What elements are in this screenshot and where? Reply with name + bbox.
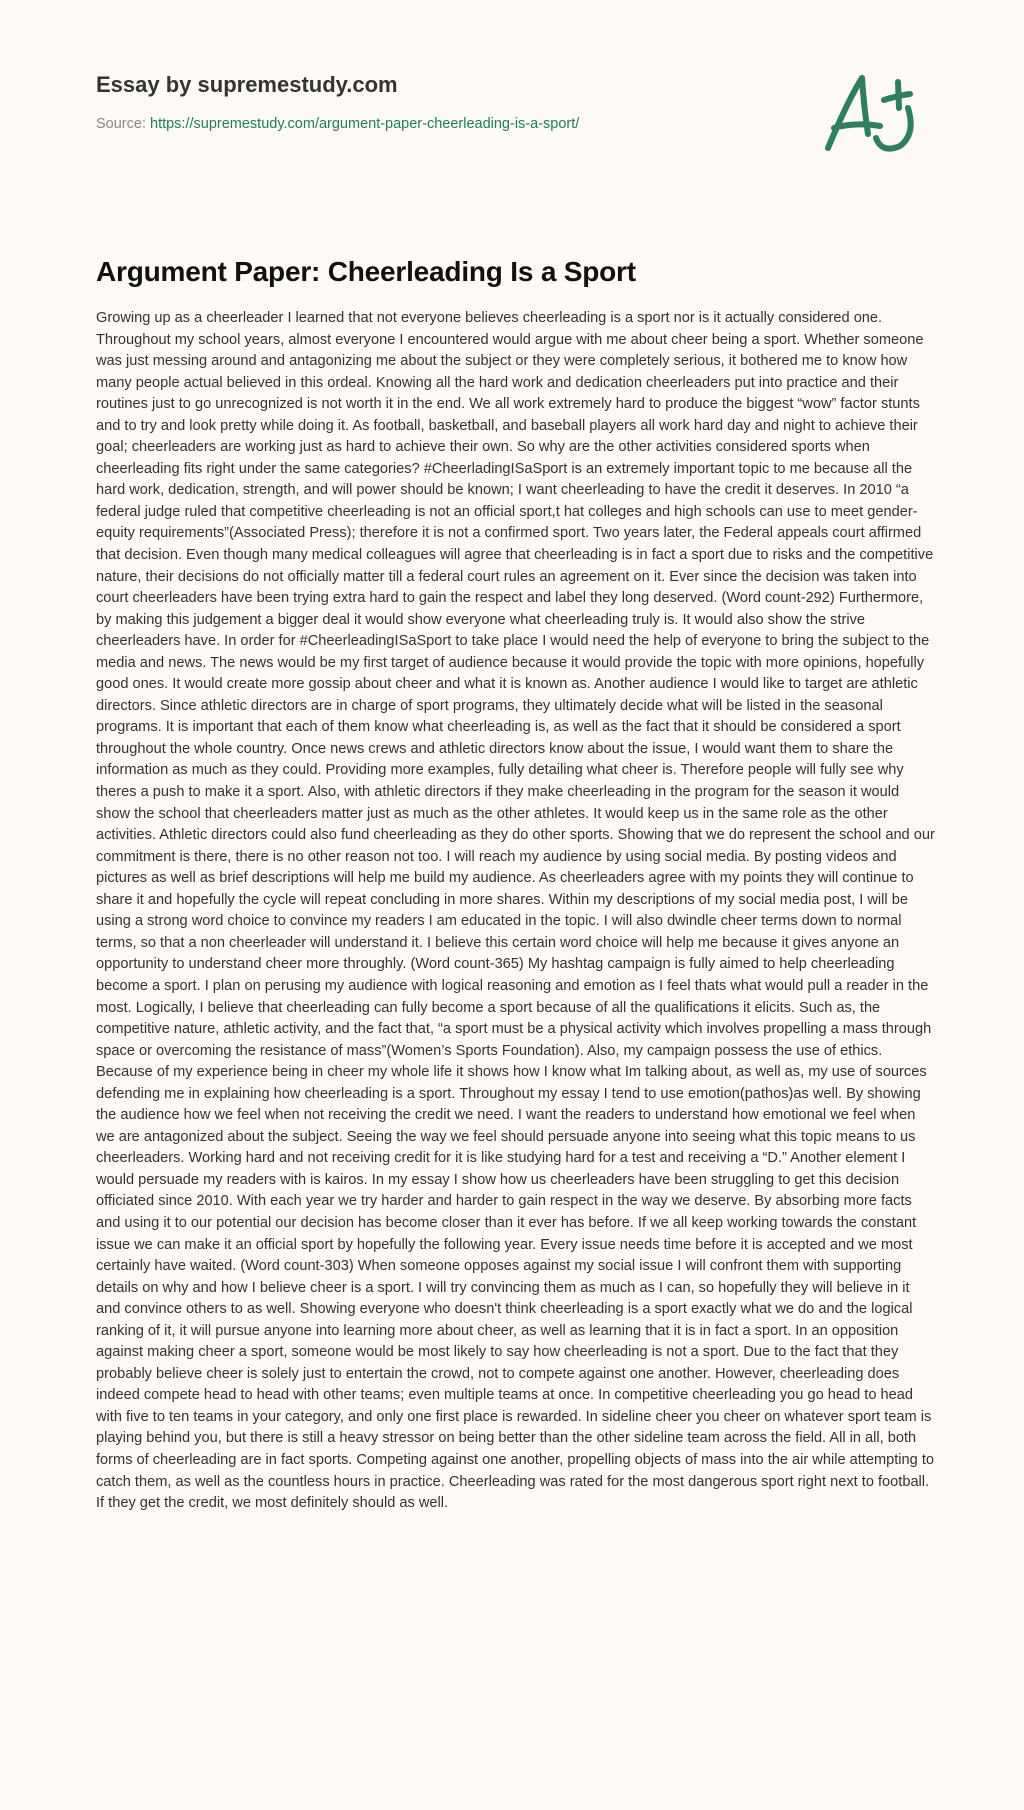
site-header xyxy=(96,72,696,133)
a-plus-grade-icon xyxy=(820,68,930,178)
source-line xyxy=(96,115,696,133)
source-link[interactable]: https://supremestudy.com/argument-paper-cheerleading-is-a-sport/ xyxy=(150,116,580,132)
source-label: Source: xyxy=(96,116,150,132)
essay-body: Growing up as a cheerleader I learned that not everyone believes cheerleading is a sport nor is it actually considered one. Throughout my school years, almost everyone I encountered would argue with me about cheer being a sport. Whether someone was just messing around and antagonizing me about the subject or they were completely serious, it bothered me to know how many people actual believed in this ordeal. Knowing all the hard work and dedication cheerleaders put into practice and their routines just to go unrecognized is not worth it in the end. We all work extremely hard to produce the biggest “wow” factor stunts and to try and look pretty while doing it. As football, basketball, and baseball players all work hard day and night to achieve their goal; cheerleaders are working just as hard to achieve their own. So why are the other activities considered sports when cheerleading fits right under the same categories? #CheerladingISaSport is an extremely important topic to me because all the hard work, dedication, strength, and will power should be known; I want cheerleading to have the credit it deserves. In 2010 “a federal judge ruled that competitive cheerleading is not an official sport,t hat colleges and high schools can use to meet gender-equity requirements”(Associated Press); therefore it is not a confirmed sport. Two years later, the Federal appeals court affirmed that decision. Even though many medical colleagues will agree that cheerleading is in fact a sport due to risks and the competitive nature, their decisions do not officially matter till a federal court rules an agreement on it. Ever since the decision was taken into court cheerleaders have been trying extra hard to gain the respect and label they long deserved. (Word count-292) Furthermore, by making this judgement a bigger deal it would show everyone what cheerleading truly is. It would also show the strive cheerleaders have. In order for #CheerleadingISaSport to take place I would need the help of everyone to bring the subject to the media and news. The news would be my first target of audience because it would provide the topic with more opinions, hopefully good ones. It would create more gossip about cheer and what it is known as. Another audience I would like to target are athletic directors. Since athletic directors are in charge of sport programs, they ultimately decide what will be listed in the seasonal programs. It is important that each of them know what cheerleading is, as well as the fact that it should be considered a sport throughout the whole country. Once news crews and athletic directors know about the issue, I would want them to share the information as much as they could. Providing more examples, fully detailing what cheer is. Therefore people will fully see why theres a push to make it a sport. Also, with athletic directors if they make cheerleading in the program for the season it would show the school that cheerleaders matter just as much as the other athletes. It would keep us in the same role as the other activities. Athletic directors could also fund cheerleading as they do other sports. Showing that we do represent the school and our commitment is there, there is no other reason not too. I will reach my audience by using social media. By posting videos and pictures as well as brief descriptions will help me build my audience. As cheerleaders agree with my points they will continue to share it and hopefully the cycle will repeat concluding in more shares. Within my descriptions of my social media post, I will be using a strong word choice to convince my readers I am educated in the topic. I will also dwindle cheer terms down to normal terms, so that a non cheerleader will understand it. I believe this certain word choice will help me because it gives anyone an opportunity to understand cheer more throughly. (Word count-365) My hashtag campaign is fully aimed to help cheerleading become a sport. I plan on perusing my audience with logical reasoning and emotion as I feel thats what would pull a reader in the most. Logically, I believe that cheerleading can fully become a sport because of all the qualifications it elicits. Such as, the competitive nature, athletic activity, and the fact that, “a sport must be a physical activity which involves propelling a mass through space or overcoming the resistance of mass”(Women’s Sports Foundation). Also, my campaign possess the use of ethics. Because of my experience being in cheer my whole life it shows how I know what Im talking about, as well as, my use of sources defending me in explaining how cheerleading is a sport. Throughout my essay I tend to use emotion(pathos)as well. By showing the audience how we feel when not receiving the credit we need. I want the readers to understand how emotional we feel when we are antagonized about the subject. Seeing the way we feel should persuade anyone into seeing what this topic means to us cheerleaders. Working hard and not receiving credit for it is like studying hard for a test and receiving a “D.” Another element I would persuade my readers with is kairos. In my essay I show how us cheerleaders have been struggling to get this decision officiated since 2010. With each year we try harder and harder to gain respect in the way we deserve. By absorbing more facts and using it to our potential our decision has become closer than it ever has before. If we all keep working towards the constant issue we can make it an official sport by hopefully the following year. Every issue needs time before it is accepted and we most certainly have waited. (Word count-303) When someone opposes against my social issue I will confront them with supporting details on why and how I believe cheer is a sport. I will try convincing them as much as I can, so hopefully they will believe in it and convince others to as well. Showing everyone who doesn't think cheerleading is a sport exactly what we do and the logical ranking of it, it will pursue anyone into learning more about cheer, as well as learning that it is in fact a sport. In an opposition against making cheer a sport, someone would be most likely to say how cheerleading is not a sport. Due to the fact that they probably believe cheer is solely just to entertain the crowd, not to compete against one another. However, cheerleading does indeed compete head to head with other teams; even multiple teams at once. In competitive cheerleading you go head to head with five to ten teams in your category, and only one first place is rewarded. In sideline cheer you cheer on whatever sport team is playing behind you, but there is still a heavy stressor on being better than the other sideline team across the field. All in all, both forms of cheerleading are in fact sports. Competing against one another, propelling objects of mass into the air while attempting to catch them, as well as the countless hours in practice. Cheerleading was rated for the most dangerous sport right next to football. If they get the credit, we most definitely should as well. xyxy=(96,310,935,1512)
site-title: Essay by supremestudy.com xyxy=(96,72,398,97)
essay-main xyxy=(96,254,936,1515)
essay-title: Argument Paper: Cheerleading Is a Sport xyxy=(96,256,636,287)
